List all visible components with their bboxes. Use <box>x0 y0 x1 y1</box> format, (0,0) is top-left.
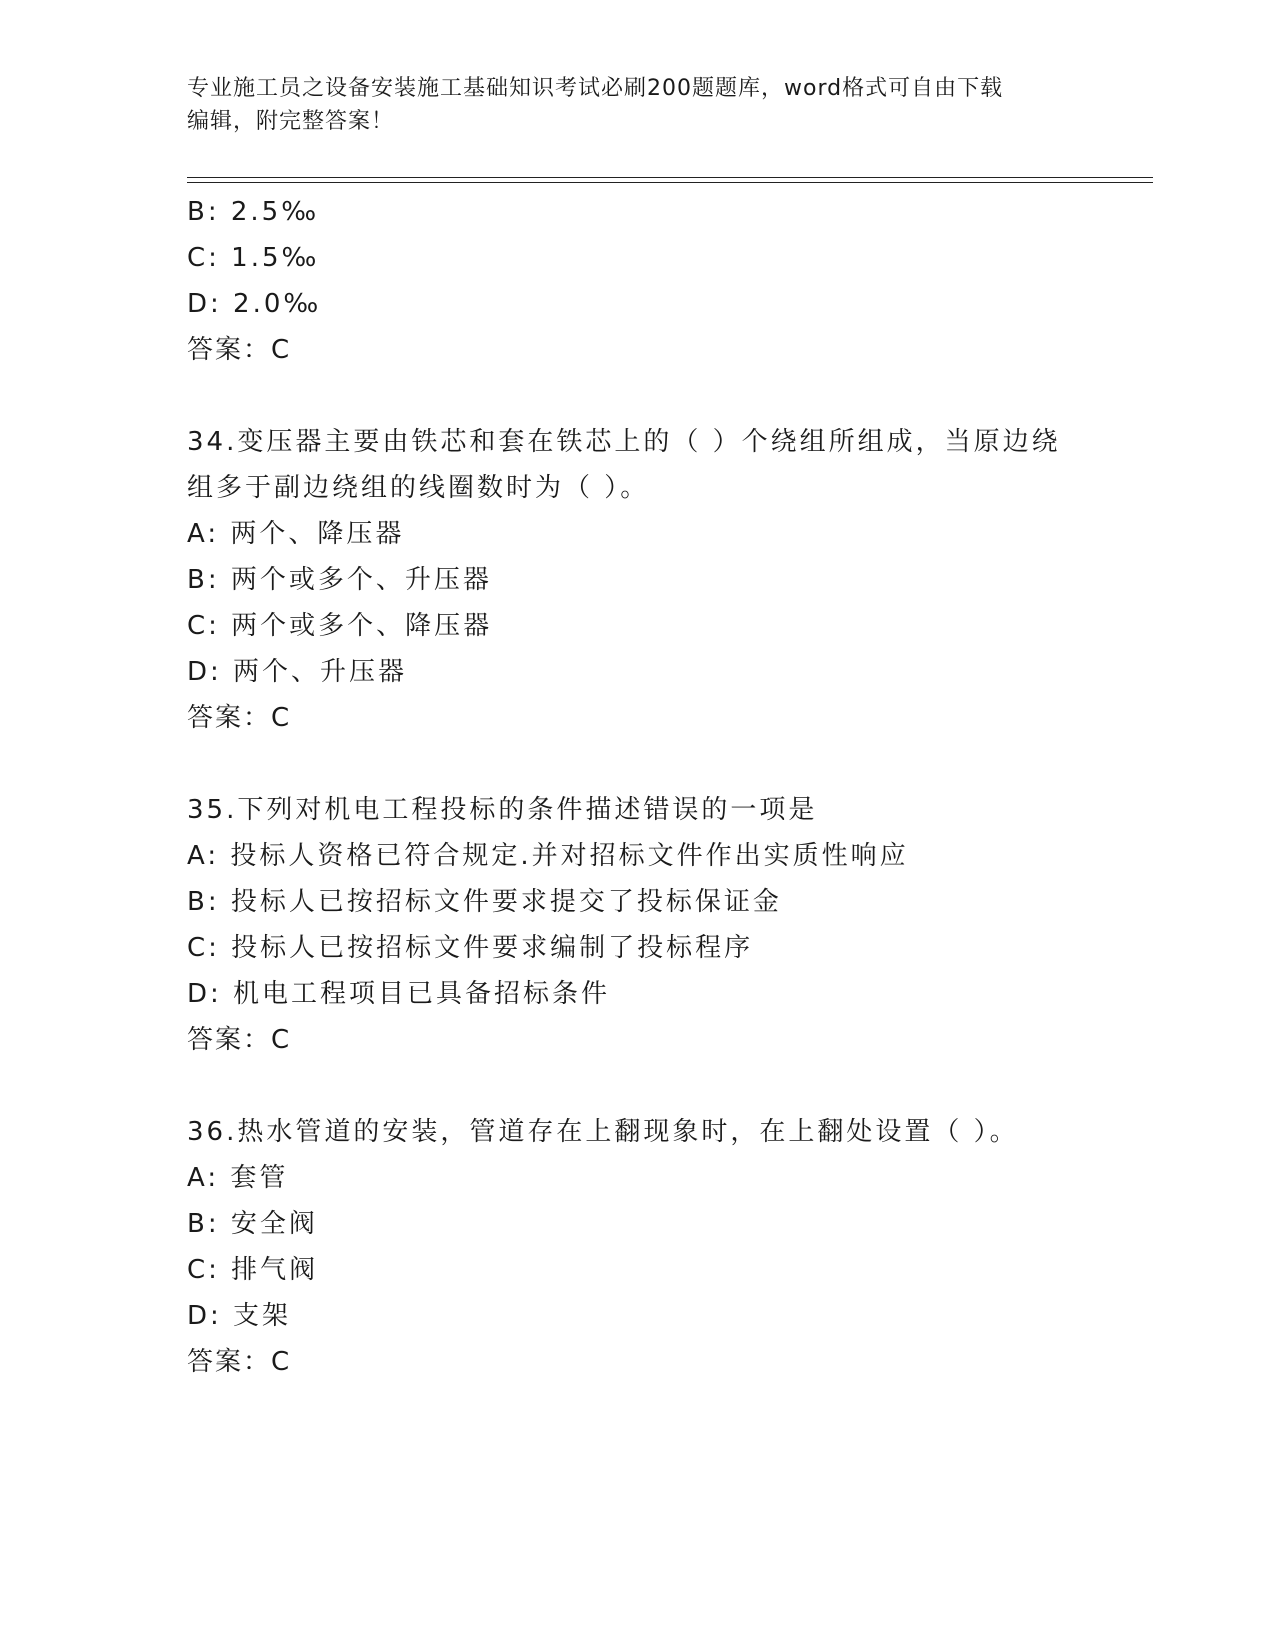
question-stem-line-2: 组多于副边绕组的线圈数时为（ ）。 <box>187 473 650 503</box>
option-a: A: 投标人资格已符合规定.并对招标文件作出实质性响应 <box>187 841 909 871</box>
option-b: B: 2.5‰ <box>187 197 320 227</box>
answer-line: 答案：C <box>187 1347 292 1377</box>
header-line-2: 编辑，附完整答案！ <box>187 109 395 134</box>
header-divider-top <box>187 177 1153 178</box>
question-stem-line-1: 36.热水管道的安装，管道存在上翻现象时，在上翻处设置（ ）。 <box>187 1117 1019 1147</box>
option-d: D: 2.0‰ <box>187 289 322 319</box>
option-b: B: 安全阀 <box>187 1209 318 1239</box>
answer-line: 答案：C <box>187 1025 292 1055</box>
option-b: B: 投标人已按招标文件要求提交了投标保证金 <box>187 887 782 917</box>
option-d: D: 机电工程项目已具备招标条件 <box>187 979 611 1009</box>
option-d: D: 两个、升压器 <box>187 657 408 687</box>
option-b: B: 两个或多个、升压器 <box>187 565 492 595</box>
question-stem-line-1: 34.变压器主要由铁芯和套在铁芯上的（ ）个绕组所组成，当原边绕 <box>187 427 1061 457</box>
question-list <box>187 189 1087 1385</box>
question-spacer <box>187 1063 1087 1109</box>
question-spacer <box>187 741 1087 787</box>
question-35 <box>187 787 1087 1063</box>
option-c: C: 1.5‰ <box>187 243 320 273</box>
question-36 <box>187 1109 1087 1385</box>
option-c: C: 两个或多个、降压器 <box>187 611 493 641</box>
answer-line: 答案：C <box>187 335 292 365</box>
question-33-tail <box>187 189 1087 373</box>
option-a: A: 两个、降压器 <box>187 519 405 549</box>
option-c: C: 排气阀 <box>187 1255 319 1285</box>
document-header <box>187 72 1087 138</box>
option-c: C: 投标人已按招标文件要求编制了投标程序 <box>187 933 754 963</box>
question-stem-line-1: 35.下列对机电工程投标的条件描述错误的一项是 <box>187 795 818 825</box>
header-divider-bottom <box>187 182 1153 183</box>
question-spacer <box>187 373 1087 419</box>
question-34 <box>187 419 1087 741</box>
option-d: D: 支架 <box>187 1301 292 1331</box>
option-a: A: 套管 <box>187 1163 289 1193</box>
header-line-1: 专业施工员之设备安装施工基础知识考试必刷200题题库，word格式可自由下载 <box>187 76 1004 101</box>
answer-line: 答案：C <box>187 703 292 733</box>
